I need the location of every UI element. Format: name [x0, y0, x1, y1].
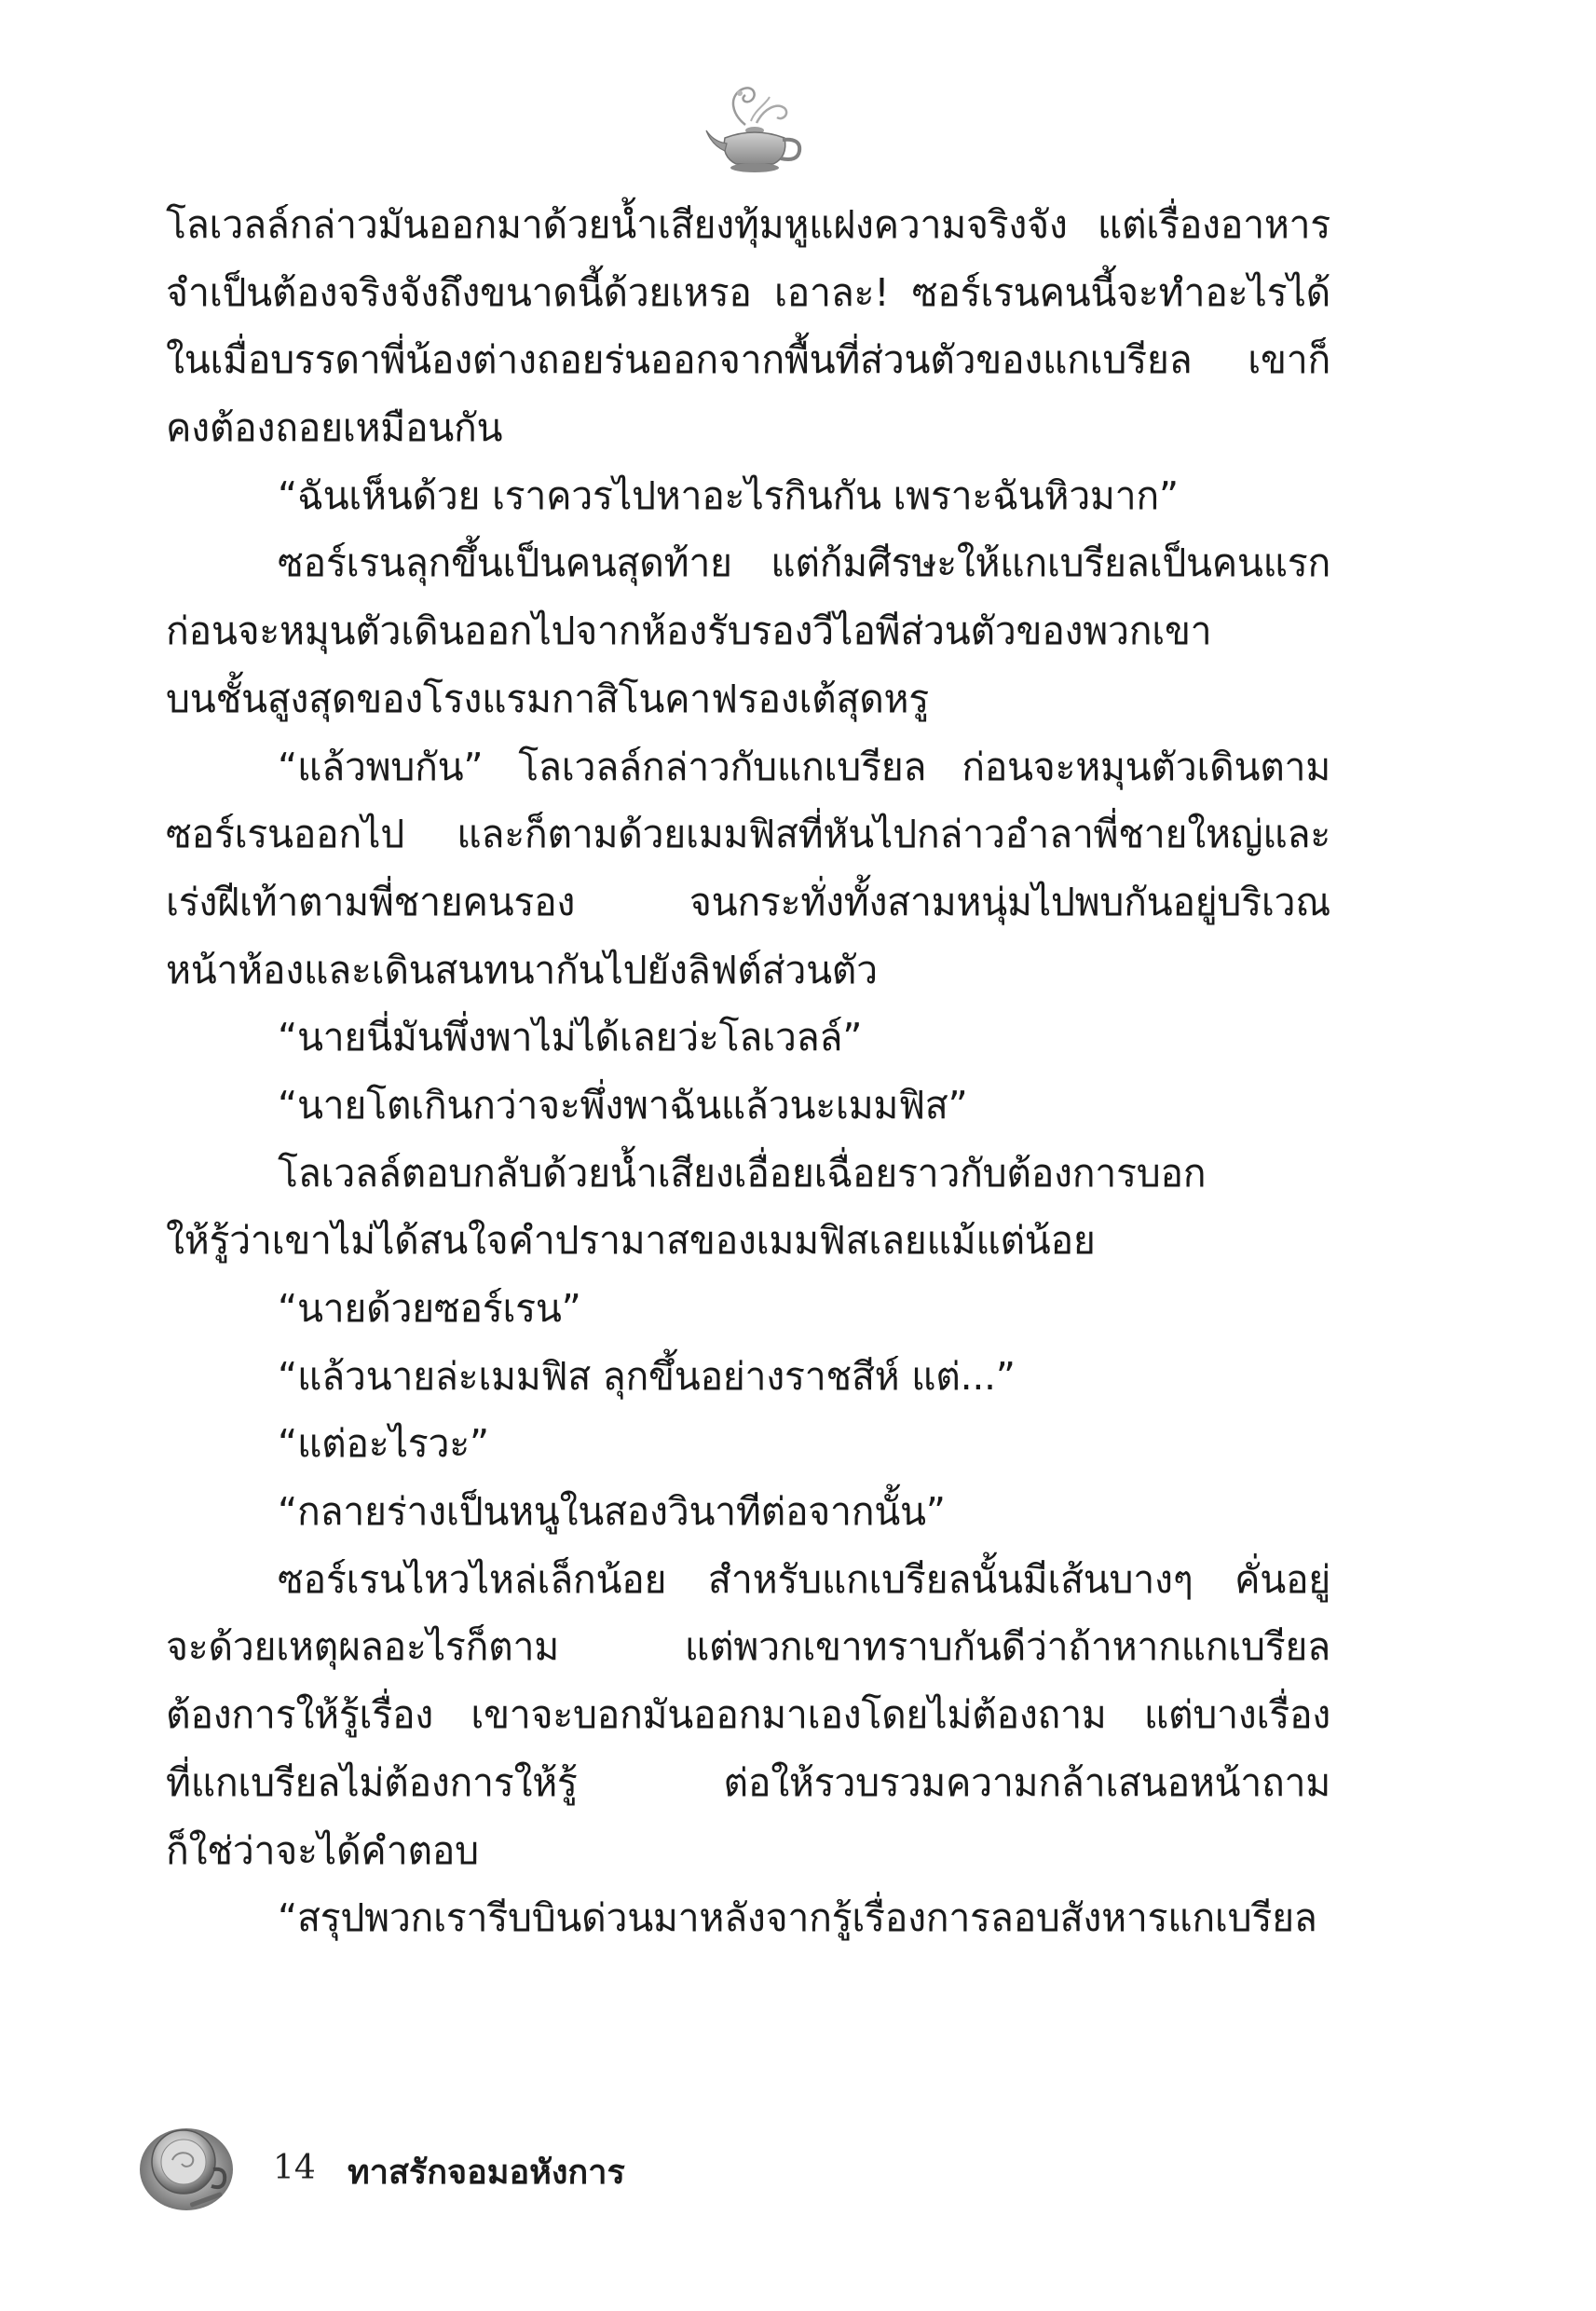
page-footer: [135, 2113, 787, 2225]
body-text: [166, 191, 1330, 1952]
text-line: ซอร์เรนออกไป และก็ตามด้วยเมมฟิสที่หันไปกล่าวอำลาพี่ชายใหญ่และ: [166, 812, 1330, 857]
text-line: “แล้วนายล่ะเมมฟิส ลุกขึ้นอย่างราชสีห์ แต่...”: [278, 1353, 1016, 1399]
text-line: โลเวลล์กล่าวมันออกมาด้วยน้ำเสียงทุ้มหูแฝงความจริงจัง แต่เรื่องอาหาร: [166, 202, 1330, 247]
text-line: ซอร์เรนไหวไหล่เล็กน้อย สำหรับแกเบรียลนั้นมีเส้นบางๆ คั่นอยู่: [278, 1556, 1330, 1602]
text-line: ก็ใช่ว่าจะได้คำตอบ: [166, 1827, 479, 1873]
book-title: ทาสรักจอมอหังการ: [348, 2154, 625, 2192]
text-line: “แต่อะไรวะ”: [278, 1421, 489, 1467]
text-line: “นายด้วยซอร์เรน”: [278, 1286, 581, 1331]
text-line: ต้องการให้รู้เรื่อง เขาจะบอกมันออกมาเองโดยไม่ต้องถาม แต่บางเรื่อง: [166, 1692, 1330, 1738]
teapot-ornament-icon: [680, 76, 829, 179]
text-line: ก่อนจะหมุนตัวเดินออกไปจากห้องรับรองวีไอพีส่วนตัวของพวกเขา: [166, 609, 1212, 654]
text-line: ซอร์เรนลุกขึ้นเป็นคนสุดท้าย แต่ก้มศีรษะให้แกเบรียลเป็นคนแรก: [278, 540, 1330, 586]
text-line: เร่งฝีเท้าตามพี่ชายคนรอง จนกระทั่งทั้งสามหนุ่มไปพบกันอยู่บริเวณ: [166, 879, 1330, 924]
coffee-cup-emblem-icon: [135, 2113, 238, 2216]
text-line: “นายโตเกินกว่าจะพึ่งพาฉันแล้วนะเมมฟิส”: [278, 1082, 968, 1128]
text-line: ให้รู้ว่าเขาไม่ได้สนใจคำปรามาสของเมมฟิสเลยแม้แต่น้อย: [166, 1218, 1096, 1264]
text-line: จำเป็นต้องจริงจังถึงขนาดนี้ด้วยเหรอ เอาละ! ซอร์เรนคนนี้จะทำอะไรได้: [166, 269, 1330, 315]
text-line: “กลายร่างเป็นหนูในสองวินาทีต่อจากนั้น”: [278, 1489, 946, 1535]
page-number: 14: [273, 2149, 316, 2187]
text-line: คงต้องถอยเหมือนกัน: [166, 405, 503, 451]
text-line: โลเวลล์ตอบกลับด้วยน้ำเสียงเอื่อยเฉื่อยราวกับต้องการบอก: [278, 1150, 1207, 1196]
text-line: ที่แกเบรียลไม่ต้องการให้รู้ ต่อให้รวบรวมความกล้าเสนอหน้าถาม: [166, 1759, 1330, 1805]
text-line: “นายนี่มันพึ่งพาไม่ได้เลยว่ะโลเวลล์”: [278, 1015, 863, 1060]
text-line: หน้าห้องและเดินสนทนากันไปยังลิฟต์ส่วนตัว: [166, 947, 878, 992]
text-line: “แล้วพบกัน” โลเวลล์กล่าวกับแกเบรียล ก่อนจะหมุนตัวเดินตาม: [278, 744, 1330, 789]
text-line: จะด้วยเหตุผลอะไรก็ตาม แต่พวกเขาทราบกันดีว่าถ้าหากแกเบรียล: [166, 1624, 1330, 1670]
text-line: “ฉันเห็นด้วย เราควรไปหาอะไรกินกัน เพราะฉันหิวมาก”: [278, 472, 1179, 518]
text-line: “สรุปพวกเรารีบบินด่วนมาหลังจากรู้เรื่องการลอบสังหารแกเบรียล: [278, 1895, 1317, 1941]
text-line: ในเมื่อบรรดาพี่น้องต่างถอยร่นออกจากพื้นที่ส่วนตัวของแกเบรียล เขาก็: [166, 337, 1330, 383]
text-line: บนชั้นสูงสุดของโรงแรมกาสิโนคาฟรองเต้สุดหรู: [166, 676, 930, 721]
